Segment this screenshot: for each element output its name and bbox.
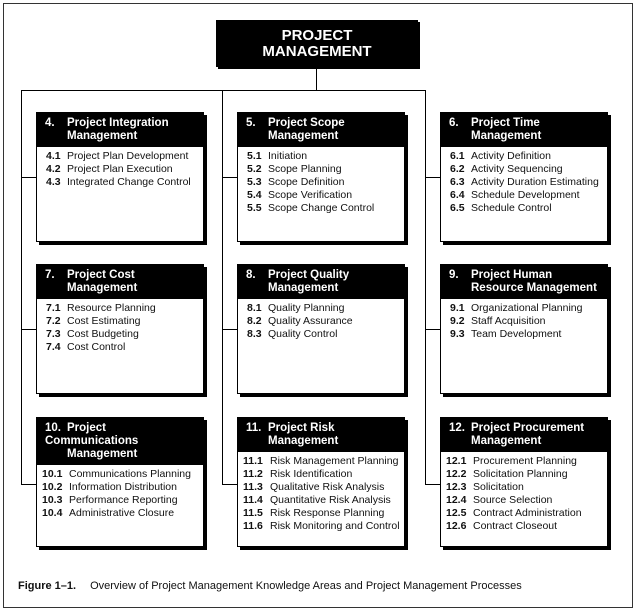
area-number: 12. xyxy=(449,422,465,434)
process-code: 10.4 xyxy=(42,507,63,519)
process-item xyxy=(247,176,404,189)
process-code: 12.5 xyxy=(446,507,467,519)
process-item xyxy=(446,494,607,507)
process-item xyxy=(243,507,404,520)
process-label: Initiation xyxy=(268,150,308,162)
process-label: Schedule Control xyxy=(471,202,552,214)
process-code: 6.3 xyxy=(450,176,465,188)
process-label: Cost Control xyxy=(67,341,126,353)
process-label: Procurement Planning xyxy=(473,455,577,467)
knowledge-area-integration xyxy=(36,112,204,242)
process-code: 9.1 xyxy=(450,302,465,314)
process-item xyxy=(46,163,203,176)
process-item xyxy=(450,189,607,202)
process-label: Cost Budgeting xyxy=(67,328,139,340)
process-item xyxy=(446,507,607,520)
process-label: Staff Acquisition xyxy=(471,315,546,327)
process-item xyxy=(446,468,607,481)
process-code: 11.1 xyxy=(243,455,263,467)
area-title-line2: Management xyxy=(67,130,138,142)
area-header xyxy=(441,418,607,452)
process-code: 10.1 xyxy=(42,468,63,480)
connector-right-row2 xyxy=(425,329,440,330)
process-code: 5.5 xyxy=(247,202,262,214)
process-label: Solicitation Planning xyxy=(473,468,568,480)
area-title-line2: Management xyxy=(471,435,542,447)
connector-left-spine xyxy=(21,90,22,485)
process-label: Activity Definition xyxy=(471,150,551,162)
area-title-line1: Project Human xyxy=(471,269,553,281)
process-label: Activity Sequencing xyxy=(471,163,563,175)
process-code: 8.3 xyxy=(247,328,262,340)
process-label: Activity Duration Estimating xyxy=(471,176,599,188)
knowledge-area-communications xyxy=(36,417,204,547)
process-item xyxy=(247,150,404,163)
process-list xyxy=(441,452,607,533)
figure-caption xyxy=(18,580,522,592)
process-code: 12.1 xyxy=(446,455,467,467)
area-number: 5. xyxy=(246,117,256,129)
area-title-line1: Project Procurement xyxy=(471,422,585,434)
connector-root-stem xyxy=(316,67,317,90)
process-list xyxy=(37,465,203,520)
process-code: 9.3 xyxy=(450,328,465,340)
process-label: Contract Closeout xyxy=(473,520,558,532)
knowledge-area-human-resource xyxy=(440,264,608,394)
process-item xyxy=(247,163,404,176)
process-item xyxy=(450,150,607,163)
process-label: Quantitative Risk Analysis xyxy=(270,494,391,506)
process-item xyxy=(42,494,203,507)
process-code: 4.3 xyxy=(46,176,61,188)
process-item xyxy=(243,468,404,481)
process-code: 7.4 xyxy=(46,341,61,353)
process-label: Communications Planning xyxy=(69,468,191,480)
process-code: 7.3 xyxy=(46,328,61,340)
root-title-line2: MANAGEMENT xyxy=(262,42,372,60)
process-label: Scope Definition xyxy=(268,176,345,188)
area-number: 10. xyxy=(45,422,61,434)
process-label: Contract Administration xyxy=(473,507,582,519)
process-code: 9.2 xyxy=(450,315,465,327)
connector-left-row1 xyxy=(21,177,36,178)
process-list xyxy=(441,299,607,341)
figure-caption-text: Overview of Project Management Knowledge Areas and Project Management Processes xyxy=(90,580,522,592)
area-number: 9. xyxy=(449,269,459,281)
process-item xyxy=(450,302,607,315)
connector-mid-row3 xyxy=(222,484,237,485)
process-label: Quality Assurance xyxy=(268,315,353,327)
process-code: 10.2 xyxy=(42,481,63,493)
process-label: Risk Response Planning xyxy=(270,507,385,519)
process-label: Qualitative Risk Analysis xyxy=(270,481,385,493)
process-item xyxy=(42,481,203,494)
process-list xyxy=(37,147,203,189)
process-list xyxy=(238,452,404,533)
process-item xyxy=(46,176,203,189)
process-label: Scope Verification xyxy=(268,189,353,201)
area-title-line1: Project Scope xyxy=(268,117,345,129)
process-label: Performance Reporting xyxy=(69,494,178,506)
process-label: Quality Planning xyxy=(268,302,345,314)
process-code: 6.5 xyxy=(450,202,465,214)
area-header xyxy=(441,265,607,299)
area-number: 6. xyxy=(449,117,459,129)
process-label: Project Plan Development xyxy=(67,150,189,162)
process-item xyxy=(446,481,607,494)
process-code: 12.6 xyxy=(446,520,467,532)
area-title-line1: Project Integration xyxy=(67,117,169,129)
process-item xyxy=(46,302,203,315)
process-label: Cost Estimating xyxy=(67,315,141,327)
area-header xyxy=(441,113,607,147)
knowledge-area-time xyxy=(440,112,608,242)
process-label: Integrated Change Control xyxy=(67,176,191,188)
connector-left-row2 xyxy=(21,329,36,330)
process-label: Solicitation xyxy=(473,481,524,493)
process-code: 4.1 xyxy=(46,150,61,162)
process-code: 5.4 xyxy=(247,189,262,201)
area-title-line2: Management xyxy=(67,282,138,294)
process-code: 5.3 xyxy=(247,176,262,188)
area-header xyxy=(238,418,404,452)
root-title-line1: PROJECT xyxy=(281,26,353,44)
connector-horizontal-bus xyxy=(21,90,426,91)
knowledge-area-quality xyxy=(237,264,405,394)
root-node-project-management xyxy=(216,20,418,67)
area-header xyxy=(238,265,404,299)
process-code: 8.1 xyxy=(247,302,262,314)
process-item xyxy=(450,163,607,176)
process-list xyxy=(238,299,404,341)
process-label: Quality Control xyxy=(268,328,338,340)
connector-left-row3 xyxy=(21,484,36,485)
process-item xyxy=(42,468,203,481)
area-number: 8. xyxy=(246,269,256,281)
knowledge-area-scope xyxy=(237,112,405,242)
process-label: Information Distribution xyxy=(69,481,177,493)
process-code: 12.3 xyxy=(446,481,467,493)
process-label: Risk Identification xyxy=(270,468,353,480)
process-code: 4.2 xyxy=(46,163,61,175)
area-title-line2: Management xyxy=(268,435,339,447)
connector-middle-spine xyxy=(222,90,223,485)
process-code: 11.6 xyxy=(243,520,263,532)
knowledge-area-procurement xyxy=(440,417,608,547)
area-title-line2: Resource Management xyxy=(471,282,597,294)
process-item xyxy=(446,520,607,533)
area-title-line2: Management xyxy=(268,130,339,142)
process-item xyxy=(450,315,607,328)
process-item xyxy=(247,328,404,341)
process-item xyxy=(42,507,203,520)
process-item xyxy=(450,202,607,215)
area-title-line1: Project Cost xyxy=(67,269,135,281)
process-item xyxy=(247,189,404,202)
process-code: 7.1 xyxy=(46,302,61,314)
process-item xyxy=(46,315,203,328)
process-item xyxy=(450,176,607,189)
figure-number: Figure 1–1. xyxy=(18,580,77,592)
process-label: Team Development xyxy=(471,328,562,340)
process-code: 5.2 xyxy=(247,163,262,175)
process-list xyxy=(238,147,404,215)
process-code: 12.2 xyxy=(446,468,467,480)
process-item xyxy=(243,455,404,468)
area-number: 4. xyxy=(45,117,55,129)
knowledge-area-cost xyxy=(36,264,204,394)
process-item xyxy=(446,455,607,468)
process-code: 8.2 xyxy=(247,315,262,327)
process-code: 11.2 xyxy=(243,468,263,480)
process-list xyxy=(441,147,607,215)
process-code: 12.4 xyxy=(446,494,467,506)
area-title-line2: Management xyxy=(471,130,542,142)
process-code: 11.4 xyxy=(243,494,263,506)
process-code: 10.3 xyxy=(42,494,63,506)
process-item xyxy=(247,315,404,328)
process-code: 6.1 xyxy=(450,150,465,162)
process-label: Scope Planning xyxy=(268,163,342,175)
process-item xyxy=(46,150,203,163)
process-list xyxy=(37,299,203,354)
area-header xyxy=(238,113,404,147)
process-item xyxy=(46,328,203,341)
connector-mid-row2 xyxy=(222,329,237,330)
process-item xyxy=(46,341,203,354)
connector-right-row3 xyxy=(425,484,440,485)
process-label: Organizational Planning xyxy=(471,302,583,314)
area-title-line1: Project Quality xyxy=(268,269,350,281)
area-title-line1: Project Time xyxy=(471,117,540,129)
area-header xyxy=(37,265,203,299)
connector-right-row1 xyxy=(425,177,440,178)
area-number: 11. xyxy=(246,422,262,434)
area-header xyxy=(37,113,203,147)
process-item xyxy=(243,520,404,533)
process-code: 11.5 xyxy=(243,507,263,519)
process-code: 6.2 xyxy=(450,163,465,175)
area-title-line1: Project Risk xyxy=(268,422,335,434)
process-item xyxy=(243,494,404,507)
process-label: Project Plan Execution xyxy=(67,163,173,175)
process-code: 11.3 xyxy=(243,481,263,493)
area-title-line2: Management xyxy=(268,282,339,294)
process-label: Risk Monitoring and Control xyxy=(270,520,400,532)
connector-right-spine xyxy=(425,90,426,485)
process-item xyxy=(247,302,404,315)
process-item xyxy=(450,328,607,341)
process-label: Risk Management Planning xyxy=(270,455,399,467)
process-label: Administrative Closure xyxy=(69,507,175,519)
process-label: Source Selection xyxy=(473,494,553,506)
process-code: 7.2 xyxy=(46,315,61,327)
area-header xyxy=(37,418,203,465)
process-label: Schedule Development xyxy=(471,189,580,201)
area-number: 7. xyxy=(45,269,55,281)
process-item xyxy=(243,481,404,494)
area-title-line2: Management xyxy=(67,448,138,460)
connector-mid-row1 xyxy=(222,177,237,178)
process-item xyxy=(247,202,404,215)
process-code: 5.1 xyxy=(247,150,262,162)
knowledge-area-risk xyxy=(237,417,405,547)
area-title-line1: Project Communications xyxy=(45,422,139,447)
process-code: 6.4 xyxy=(450,189,465,201)
process-label: Scope Change Control xyxy=(268,202,375,214)
process-label: Resource Planning xyxy=(67,302,156,314)
